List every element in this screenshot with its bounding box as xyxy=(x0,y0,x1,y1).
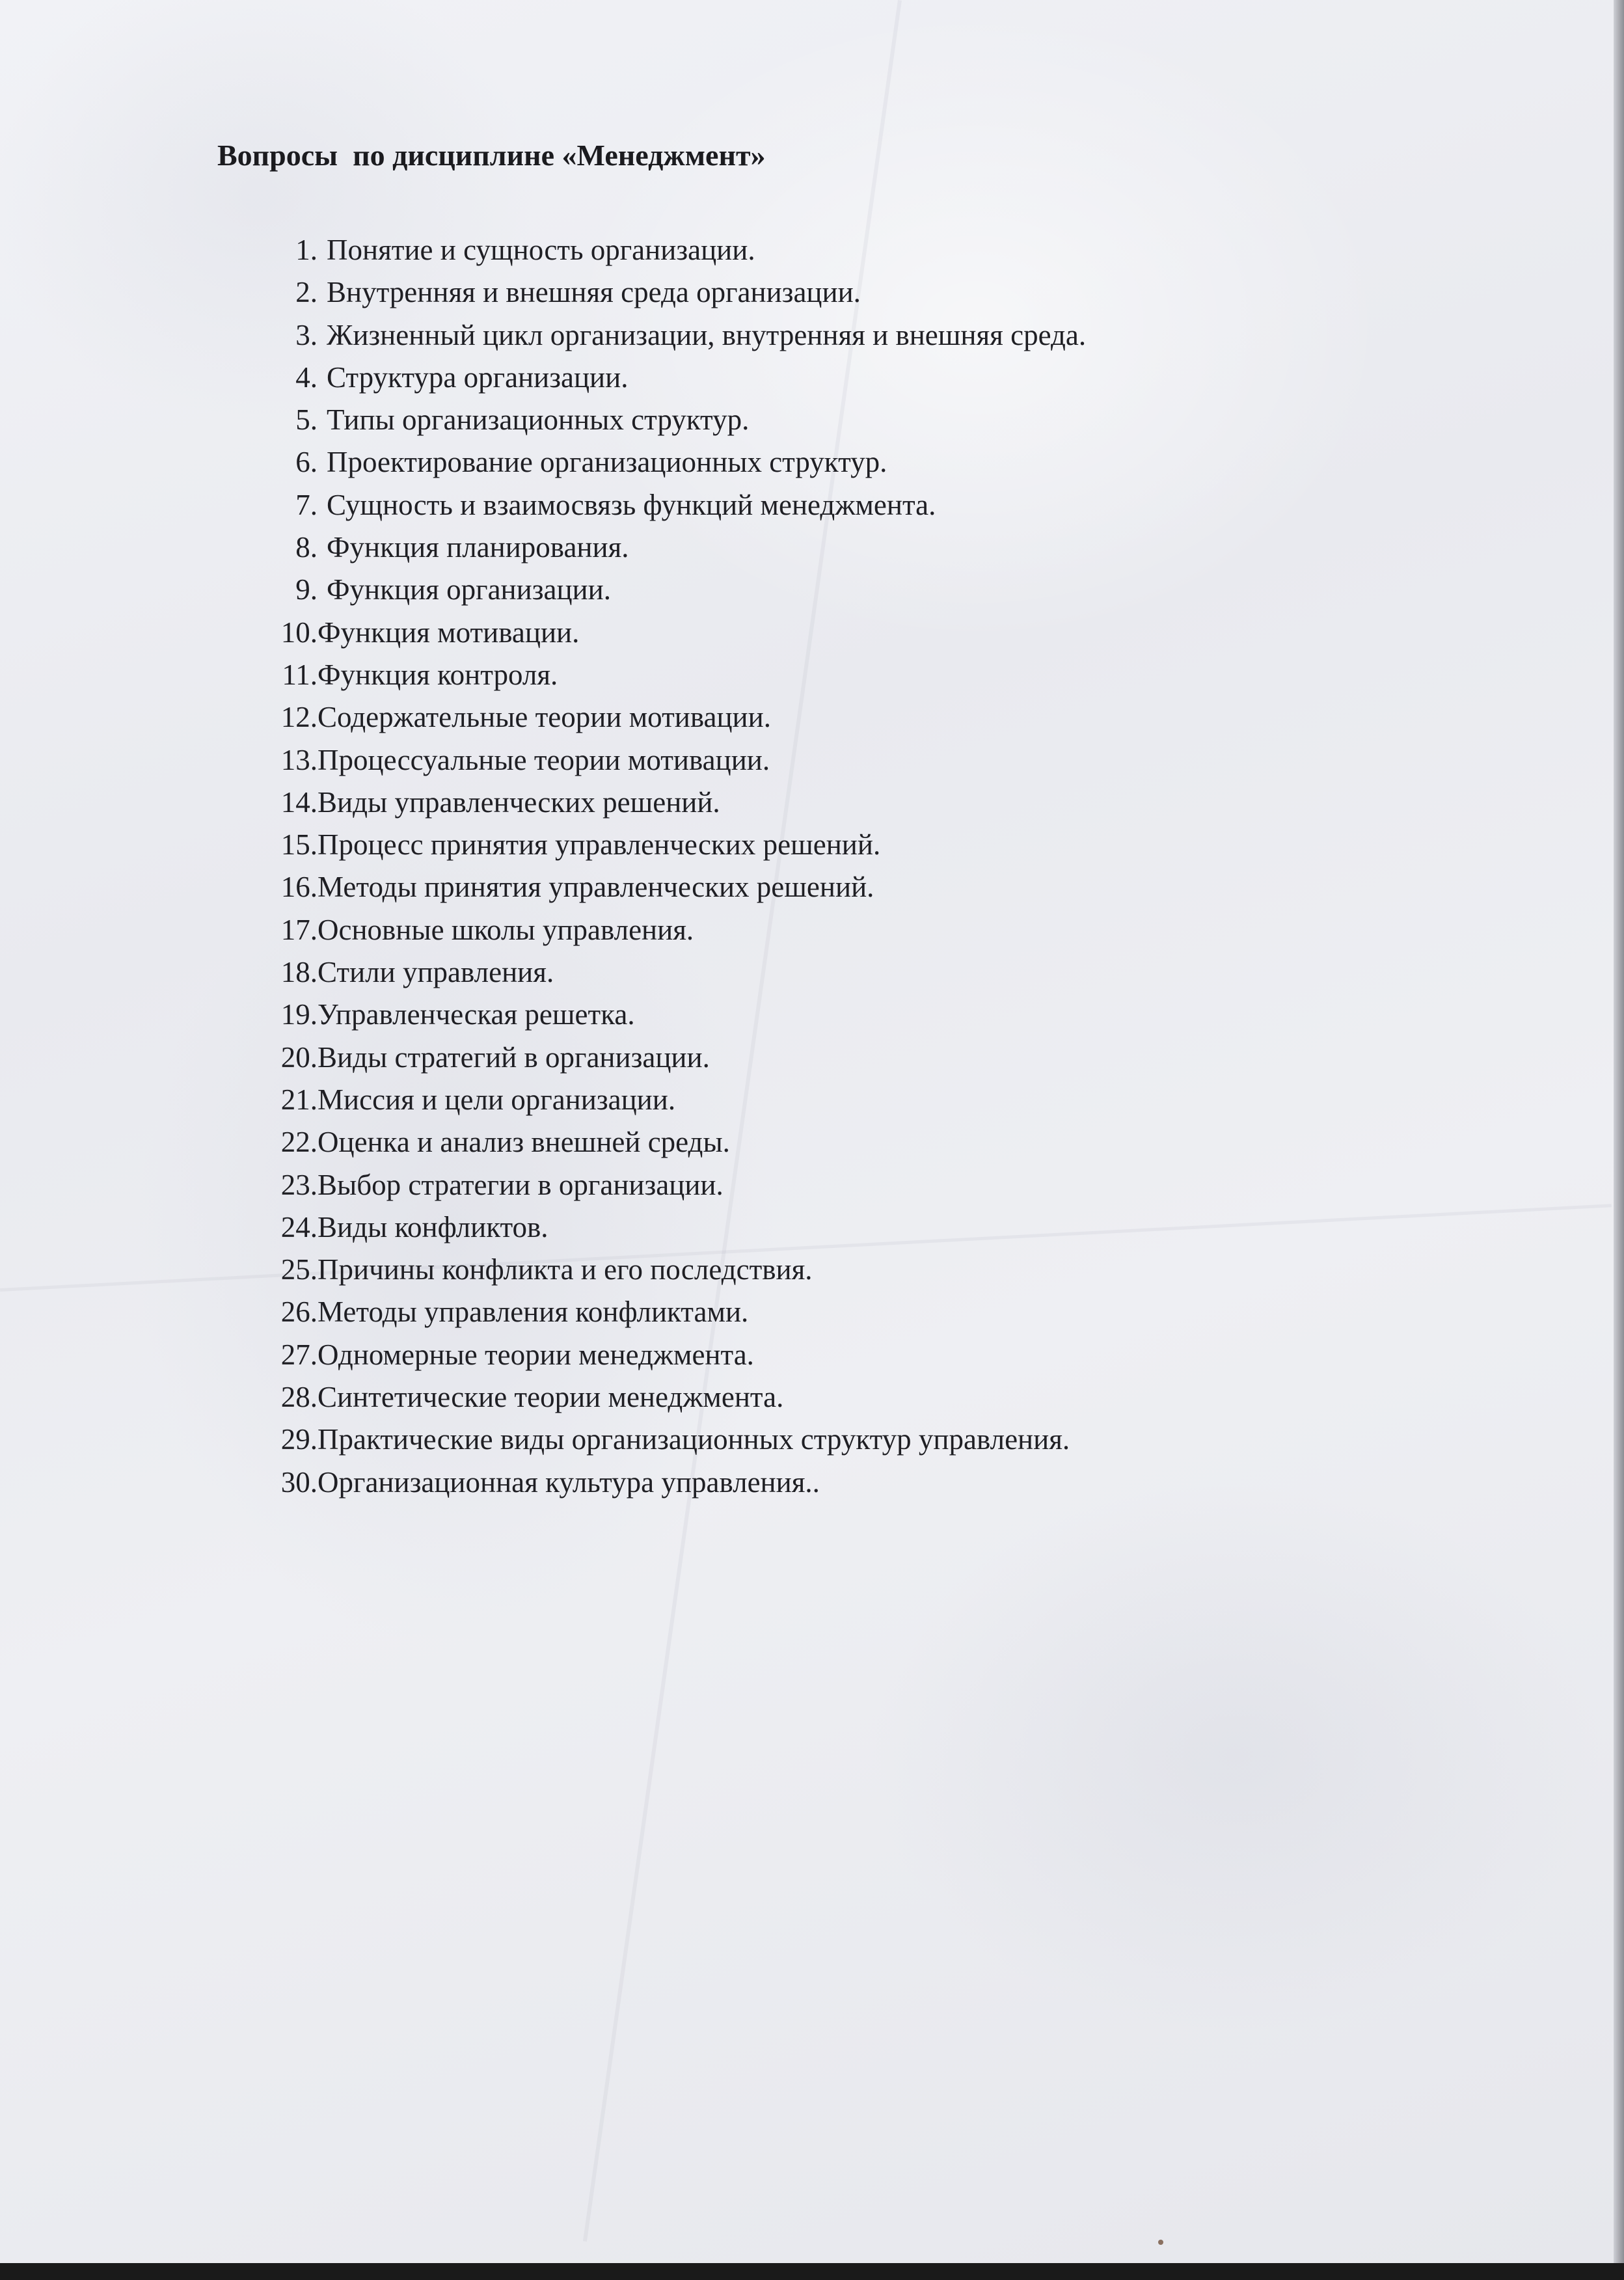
question-number: 10. xyxy=(280,616,318,649)
question-item xyxy=(254,1164,1086,1206)
question-item xyxy=(254,569,1086,611)
question-number: 6. xyxy=(295,446,318,479)
question-item xyxy=(254,1121,1086,1163)
question-item xyxy=(254,484,1086,526)
question-item xyxy=(254,1079,1086,1121)
question-number: 26. xyxy=(280,1296,318,1329)
question-text: Методы принятия управленческих решений. xyxy=(318,871,874,904)
question-number: 24. xyxy=(280,1210,318,1243)
question-item xyxy=(254,1334,1086,1376)
question-text: Типы организационных структур. xyxy=(327,403,750,437)
question-item xyxy=(254,271,1086,314)
question-text: Стили управления. xyxy=(318,956,554,989)
question-text: Методы управления конфликтами. xyxy=(318,1296,749,1329)
question-text: Жизненный цикл организации, внутренняя и внешняя среда. xyxy=(327,318,1087,351)
question-item xyxy=(254,824,1086,866)
question-text: Внутренняя и внешняя среда организации. xyxy=(327,276,861,309)
question-text: Виды управленческих решений. xyxy=(318,785,720,819)
document-title: Вопросы по дисциплине «Менеджмент» xyxy=(217,139,766,172)
question-item xyxy=(254,441,1086,483)
question-number: 21. xyxy=(280,1083,318,1116)
question-item xyxy=(254,781,1086,824)
question-item xyxy=(254,1376,1086,1418)
paper-speck xyxy=(1158,2240,1163,2245)
question-text: Одномерные теории менеджмента. xyxy=(318,1338,754,1371)
question-item xyxy=(254,612,1086,654)
question-text: Оценка и анализ внешней среды. xyxy=(318,1126,730,1159)
scan-right-edge xyxy=(1614,0,1624,2263)
question-number: 12. xyxy=(280,701,318,734)
question-number: 16. xyxy=(280,871,318,904)
question-text: Сущность и взаимосвязь функций менеджмента. xyxy=(327,488,936,521)
question-number: 23. xyxy=(280,1168,318,1201)
question-number: 25. xyxy=(280,1253,318,1286)
question-number: 19. xyxy=(280,998,318,1031)
question-text: Выбор стратегии в организации. xyxy=(318,1168,724,1201)
question-text: Основные школы управления. xyxy=(318,913,694,946)
question-number: 2. xyxy=(295,276,318,309)
question-item xyxy=(254,1418,1086,1461)
question-number: 11. xyxy=(282,658,318,691)
question-text: Практические виды организационных структур управления. xyxy=(318,1423,1070,1456)
question-list xyxy=(254,229,1086,1504)
question-text: Миссия и цели организации. xyxy=(318,1083,676,1116)
question-number: 8. xyxy=(295,531,318,564)
question-text: Причины конфликта и его последствия. xyxy=(318,1253,813,1286)
question-number: 4. xyxy=(295,360,318,394)
question-text: Функция планирования. xyxy=(327,531,629,564)
question-number: 17. xyxy=(280,913,318,946)
question-item xyxy=(254,357,1086,399)
question-item xyxy=(254,229,1086,271)
question-number: 29. xyxy=(280,1423,318,1456)
question-number: 13. xyxy=(280,743,318,776)
question-item xyxy=(254,1206,1086,1249)
question-text: Проектирование организационных структур. xyxy=(327,446,887,479)
question-item xyxy=(254,994,1086,1036)
question-item xyxy=(254,696,1086,739)
question-number: 15. xyxy=(280,828,318,862)
question-item xyxy=(254,314,1086,357)
question-text: Содержательные теории мотивации. xyxy=(318,701,771,734)
question-item xyxy=(254,1461,1086,1504)
question-item xyxy=(254,399,1086,441)
question-number: 27. xyxy=(280,1338,318,1371)
scan-bottom-edge xyxy=(0,2263,1624,2280)
question-text: Виды конфликтов. xyxy=(318,1210,548,1243)
question-text: Управленческая решетка. xyxy=(318,998,635,1031)
question-text: Функция организации. xyxy=(327,573,611,606)
question-text: Процесс принятия управленческих решений. xyxy=(318,828,881,862)
question-item xyxy=(254,1037,1086,1079)
question-item xyxy=(254,739,1086,781)
question-number: 20. xyxy=(280,1040,318,1074)
question-item xyxy=(254,909,1086,951)
question-item xyxy=(254,1291,1086,1333)
question-text: Процессуальные теории мотивации. xyxy=(318,743,770,776)
question-item xyxy=(254,866,1086,908)
question-number: 22. xyxy=(280,1126,318,1159)
question-number: 18. xyxy=(280,956,318,989)
question-number: 7. xyxy=(295,488,318,521)
question-number: 28. xyxy=(280,1381,318,1414)
question-text: Виды стратегий в организации. xyxy=(318,1040,710,1074)
question-number: 3. xyxy=(295,318,318,351)
question-number: 9. xyxy=(295,573,318,606)
question-number: 5. xyxy=(295,403,318,437)
question-text: Организационная культура управления.. xyxy=(318,1465,820,1499)
question-text: Функция мотивации. xyxy=(318,616,580,649)
question-item xyxy=(254,1249,1086,1291)
question-text: Функция контроля. xyxy=(318,658,558,691)
question-number: 14. xyxy=(280,785,318,819)
question-item xyxy=(254,951,1086,994)
question-number: 1. xyxy=(295,234,318,266)
question-number: 30. xyxy=(280,1465,318,1499)
question-text: Понятие и сущность организации. xyxy=(327,234,755,266)
question-item xyxy=(254,526,1086,569)
question-text: Структура организации. xyxy=(327,360,629,394)
question-text: Синтетические теории менеджмента. xyxy=(318,1381,784,1414)
question-item xyxy=(254,654,1086,696)
